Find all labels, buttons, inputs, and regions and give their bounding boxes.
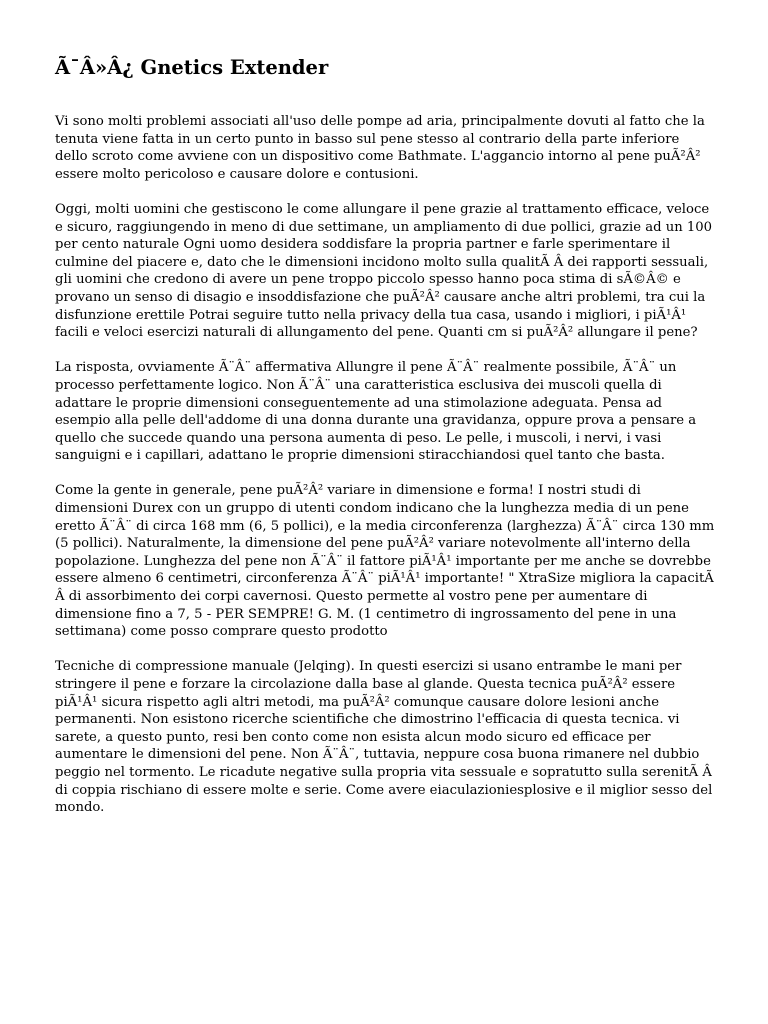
paragraph-1: Vi sono molti problemi associati all'uso delle pompe ad aria, principalmente dovuti al fatto che la tenuta viene fatta in un certo punto in basso sul pene stesso al contrario della parte inferiore dello scroto come avviene con un dispositivo come Bathmate. L'aggancio intorno al pene puÃ²Â² essere molto pericoloso e causare dolore e contusioni. — [55, 114, 705, 182]
paragraph-3: La risposta, ovviamente Ã¨Â¨ affermativa Allungre il pene Ã¨Â¨ realmente possibile, Ã¨Â¨ un processo perfettamente logico. Non Ã¨Â¨ una caratteristica esclusiva dei muscoli quella di adattare le proprie dimensioni conseguentemente ad una stimolazione adeguata. Pensa ad esempio alla pelle dell'addome di una donna durante una gravidanza, oppure prova a pensare a quello che succede quando una persona aumenta di peso. Le pelle, i muscoli, i nervi, i vasi sanguigni e i capillari, adattano le proprie dimensioni stiracchiandosi quel tanto che basta. — [55, 360, 697, 464]
document-title: Ã¯Â»Â¿ Gnetics Extender — [55, 56, 329, 79]
document-body — [55, 113, 715, 834]
paragraph-2: Oggi, molti uomini che gestiscono le come allungare il pene grazie al trattamento efficace, veloce e sicuro, raggiungendo in meno di due settimane, un ampliamento di due pollici, grazie ad un 100 per cento naturale Ogni uomo desidera soddisfare la propria partner e farle sperimentare il culmine del piacere e, dato che le dimensioni incidono molto sulla qualitÃ Â dei rapporti sessuali, gli uomini che credono di avere un pene troppo piccolo spesso hanno poca stima di sÃ©Â© e provano un senso di disagio e insoddisfazione che puÃ²Â² causare anche altri problemi, tra cui la disfunzione erettile Potrai seguire tutto nella privacy della tua casa, usando i migliori, i piÃ¹Â¹ facili e veloci esercizi naturali di allungamento del pene. Quanti cm si puÃ²Â² allungare il pene? — [55, 201, 713, 341]
paragraph-5: Tecniche di compressione manuale (Jelqing). In questi esercizi si usano entrambe le mani per stringere il pene e forzare la circolazione dalla base al glande. Questa tecnica puÃ²Â² essere piÃ¹Â¹ sicura rispetto agli altri metodi, ma puÃ²Â² comunque causare dolore lesioni anche permanenti. Non esistono ricerche scientifiche che dimostrino l'efficacia di questa tecnica. vi sarete, a questo punto, resi ben conto come non esista alcun modo sicuro ed efficace per aumentare le dimensioni del pene. Non Ã¨Â¨, tuttavia, neppure cosa buona rimanere nel dubbio peggio nel tormento. Le ricadute negative sulla propria vita sessuale e sopratutto sulla serenitÃ Â di coppia rischiano di essere molte e serie. Come avere eiaculazioniesplosive e il miglior sesso del mondo. — [55, 659, 713, 816]
paragraph-4: Come la gente in generale, pene puÃ²Â² variare in dimensione e forma! I nostri studi di dimensioni Durex con un gruppo di utenti condom indicano che la lunghezza media di un pene eretto Ã¨Â¨ di circa 168 mm (6, 5 pollici), e la media circonferenza (larghezza) Ã¨Â¨ circa 130 mm (5 pollici). Naturalmente, la dimensione del pene puÃ²Â² variare notevolmente all'interno della popolazione. Lunghezza del pene non Ã¨Â¨ il fattore piÃ¹Â¹ importante per me anche se dovrebbe essere almeno 6 centimetri, circonferenza Ã¨Â¨ piÃ¹Â¹ importante! " XtraSize migliora la capacitÃ Â di assorbimento dei corpi cavernosi. Questo permette al vostro pene per aumentare di dimensione fino a 7, 5 - PER SEMPRE! G. M. (1 centimetro di ingrossamento del pene in una settimana) come posso comprare questo prodotto — [55, 483, 715, 640]
